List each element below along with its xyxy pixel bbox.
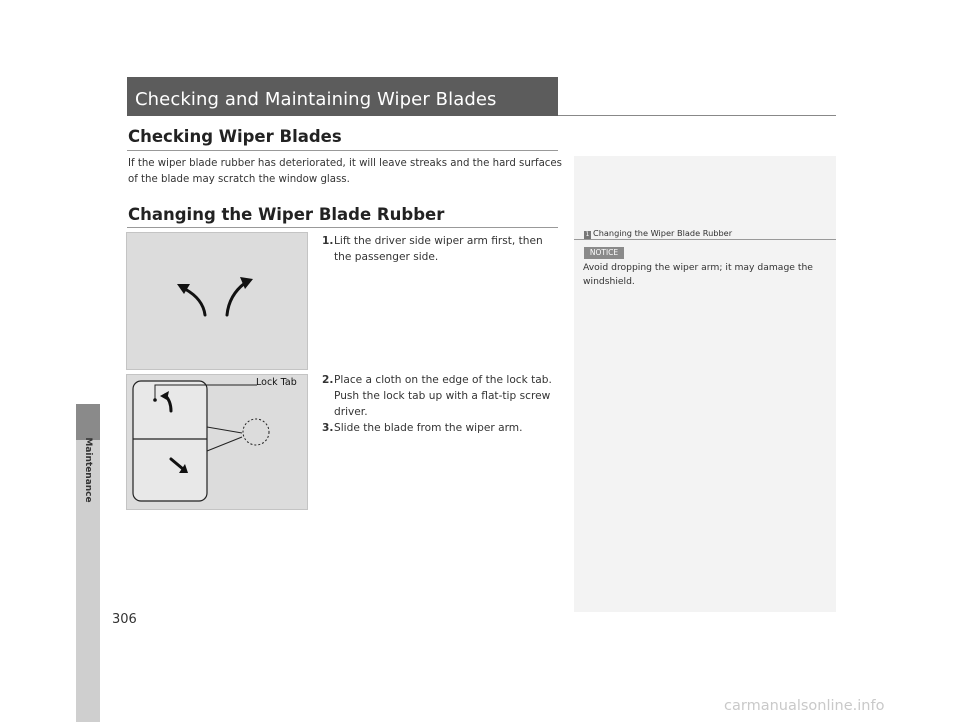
sidebar-note-heading	[584, 228, 732, 239]
step-1-text: Lift the driver side wiper arm first, then the passenger side.	[334, 235, 543, 263]
step-2-number: 2.	[322, 374, 334, 386]
lift-arrows-illustration	[127, 233, 307, 369]
step-1	[322, 233, 562, 265]
section-title-rule	[558, 115, 836, 116]
figure-lift-wiper-arms	[126, 232, 308, 370]
step-3	[322, 420, 562, 436]
heading-checking-rule	[127, 150, 558, 151]
lock-tab-label: Lock Tab	[256, 377, 297, 388]
step-1-number: 1.	[322, 235, 334, 247]
checking-paragraph: If the wiper blade rubber has deteriorated, it will leave streaks and the hard surfaces of the blade may scratch the window glass.	[128, 158, 562, 185]
heading-checking: Checking Wiper Blades	[128, 127, 342, 146]
heading-changing-rule	[127, 227, 558, 228]
step-2	[322, 372, 562, 420]
step-3-text: Slide the blade from the wiper arm.	[334, 422, 523, 434]
notice-text: Avoid dropping the wiper arm; it may damage the windshield.	[583, 262, 813, 287]
sidebar-notes-panel	[574, 156, 836, 612]
note-marker-icon: 1	[585, 231, 590, 238]
figure-lock-tab	[126, 374, 308, 510]
step-3-number: 3.	[322, 422, 334, 434]
left-arrow-icon	[185, 289, 205, 315]
page-number: 306	[112, 612, 137, 627]
lock-tab-illustration	[127, 375, 307, 509]
right-arrow-icon	[227, 283, 245, 315]
side-tab-marker	[76, 404, 100, 440]
sidebar-note-rule	[574, 239, 836, 240]
step-2-text: Place a cloth on the edge of the lock tab. Push the lock tab up with a flat-tip screw driver.	[334, 374, 552, 418]
watermark: carmanualsonline.info	[724, 698, 885, 714]
section-title: Checking and Maintaining Wiper Blades	[135, 89, 497, 110]
sidebar-note-heading-text: Changing the Wiper Blade Rubber	[593, 228, 733, 238]
section-title-bar	[127, 77, 558, 116]
notice-badge: NOTICE	[584, 247, 624, 259]
side-tab-label: Maintenance	[83, 437, 93, 503]
heading-changing: Changing the Wiper Blade Rubber	[128, 205, 445, 224]
